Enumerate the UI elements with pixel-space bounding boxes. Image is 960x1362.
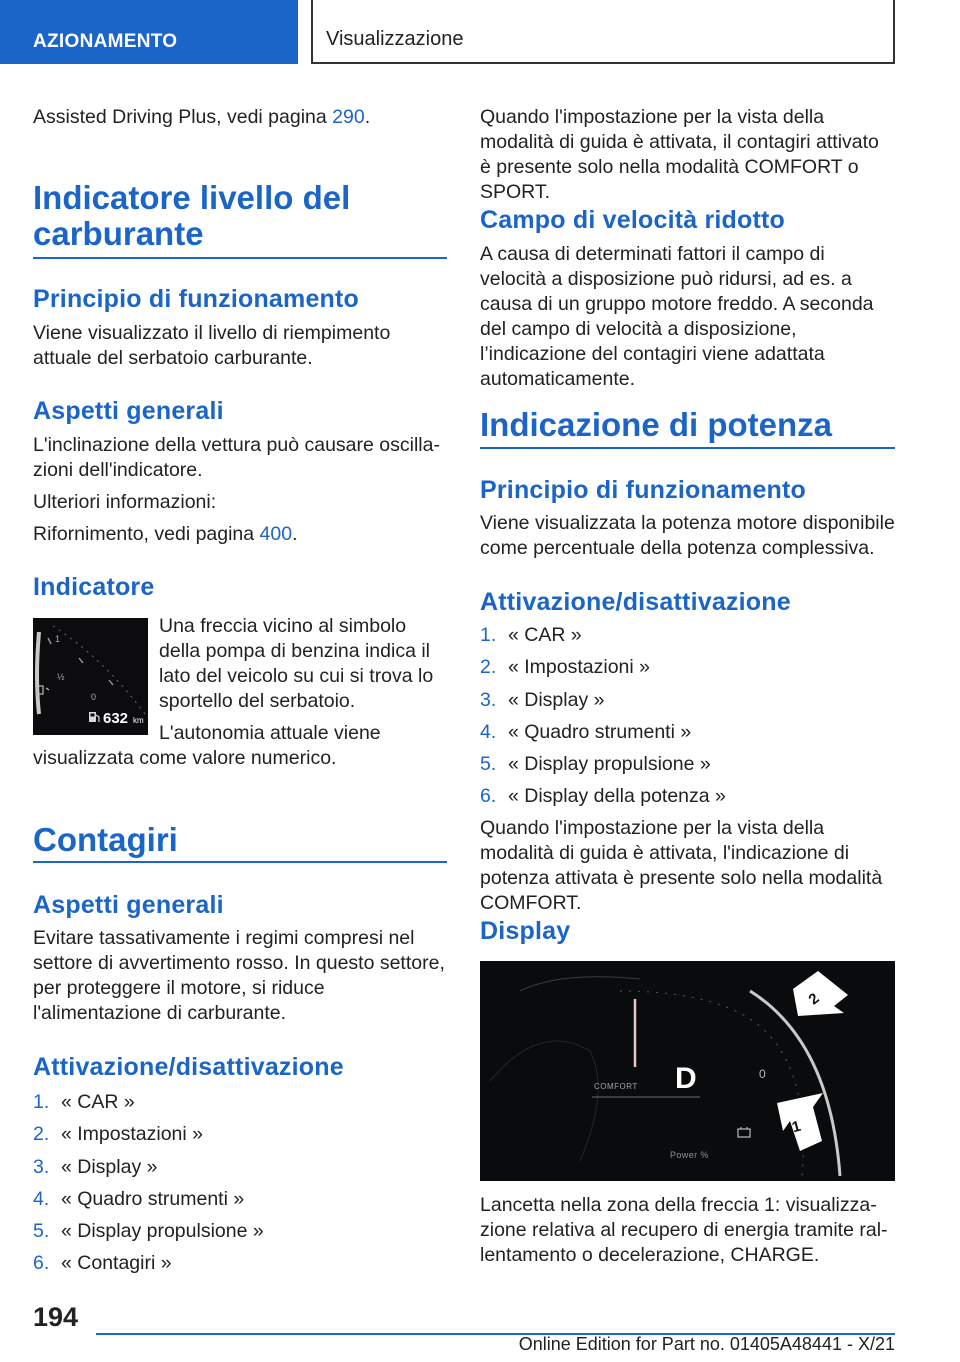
step-text: « Impostazioni »	[508, 656, 650, 679]
fuel-principle-heading: Principio di funzionamento	[33, 285, 360, 313]
step-text: « Impostazioni »	[61, 1123, 203, 1146]
step-text: « Quadro strumenti »	[508, 720, 692, 743]
list-item	[480, 688, 895, 720]
step-number: 3.	[33, 1155, 50, 1178]
tacho-general-heading: Aspetti generali	[33, 891, 224, 919]
list-item	[480, 655, 895, 687]
decor-line	[520, 977, 640, 991]
gauge-arc	[53, 626, 145, 714]
display-heading: Display	[480, 917, 571, 945]
fuel-general-heading: Aspetti generali	[33, 397, 224, 425]
list-item	[33, 1251, 447, 1283]
step-number: 2.	[480, 656, 497, 679]
step-text: « Display »	[61, 1155, 158, 1178]
intro-page-link[interactable]: 290	[332, 106, 365, 128]
callout-arrow-1	[777, 1093, 823, 1151]
step-text: « Display propulsione »	[508, 753, 711, 776]
power-principle-heading: Principio di funzionamento	[480, 476, 807, 504]
step-text: « Quadro strumenti »	[61, 1187, 245, 1210]
fuel-refuel-paragraph	[33, 522, 447, 547]
power-display-graphic	[480, 961, 895, 1181]
edition-footer: Online Edition for Part no. 01405A48441 - X/21	[518, 1334, 895, 1354]
zero-label: 0	[759, 1067, 766, 1081]
power-percent-label: Power %	[670, 1150, 709, 1160]
fuel-general-text: L'inclinazione della vettura può causare oscillazioni dell'indicatore.	[33, 434, 440, 481]
power-arc	[750, 991, 840, 1176]
power-display-title: Indicazione di potenza	[480, 406, 833, 443]
step-number: 2.	[33, 1123, 50, 1146]
power-principle-text: Viene visualizzata la potenza motore disponibile come percentuale della potenza complessiva.	[480, 512, 895, 559]
step-number: 6.	[33, 1252, 50, 1275]
speed-range-text: A causa di determinati fattori il campo di velocità a disposizione può ridursi, ad es. a causa di un gruppo motore freddo. A seconda del campo di velocità a disposizione, l’indicazione del contagiri viene adattata automaticamente.	[480, 243, 874, 390]
callout-number-2: 2	[805, 989, 823, 1009]
fuel-gauge-image	[33, 618, 148, 735]
intro-text: Assisted Driving Plus, vedi pagina	[33, 106, 333, 128]
step-number: 4.	[480, 720, 497, 743]
tacho-note: Quando l'impostazione per la vista della modalità di guida è attivata, il contagiri attivato è presente solo nella modalità COMFORT o SPORT.	[480, 106, 879, 203]
range-text: L'autonomia attuale viene visualizzata come valore numerico.	[33, 722, 381, 769]
callout-arrow-2	[793, 971, 848, 1016]
scale-arc	[620, 991, 803, 1176]
fuel-refuel-end: .	[292, 523, 298, 545]
step-number: 4.	[33, 1187, 50, 1210]
chapter-tab: AZIONAMENTO	[0, 0, 298, 64]
fuel-level-title: Indicatore livello del carburante	[33, 179, 351, 252]
step-number: 3.	[480, 688, 497, 711]
list-item	[480, 752, 895, 784]
refuel-page-link[interactable]: 400	[259, 523, 293, 545]
list-item	[33, 1219, 447, 1251]
power-steps-list	[480, 623, 895, 817]
fuel-level-bar	[37, 632, 39, 714]
list-item	[33, 1187, 447, 1219]
list-item	[33, 1122, 447, 1154]
battery-icon	[738, 1127, 750, 1137]
list-item	[33, 1155, 447, 1187]
section-rule	[33, 257, 447, 259]
tachometer-title: Contagiri	[33, 821, 178, 858]
fuel-principle-text: Viene visualizzato il livello di riempimento attuale del serbatoio carburante.	[33, 322, 391, 369]
section-rule	[33, 861, 447, 863]
tacho-activation-heading: Attivazione/disattivazione	[33, 1053, 344, 1081]
speed-range-heading: Campo di velocità ridotto	[480, 206, 786, 234]
needle-text: Lancetta nella zona della freccia 1: visualizzazione relativa al recupero di energia tramite rallentamento o decelerazione, CHARGE.	[480, 1194, 888, 1266]
indicator-heading: Indicatore	[33, 573, 155, 601]
step-number: 6.	[480, 785, 497, 808]
step-text: « Display »	[508, 688, 605, 711]
step-number: 1.	[480, 624, 497, 646]
step-number: 5.	[33, 1220, 50, 1243]
step-text: « CAR »	[508, 624, 582, 646]
section-title: Visualizzazione	[311, 0, 895, 64]
step-text: « Display propulsione »	[61, 1220, 264, 1243]
gauge-label-empty: 0	[91, 692, 97, 702]
gauge-label-half: ½	[57, 672, 65, 682]
range-unit: km	[133, 716, 144, 725]
callout-number-1: 1	[790, 1117, 803, 1137]
fuel-pump-icon	[89, 712, 99, 722]
gear-indicator: D	[675, 1062, 697, 1095]
page-number: 194	[33, 1302, 79, 1332]
step-text: « CAR »	[61, 1091, 135, 1113]
fuel-gauge-graphic	[33, 618, 148, 735]
fuel-refuel-text: Rifornimento, vedi pagina	[33, 523, 260, 545]
drive-mode-label: COMFORT	[594, 1082, 638, 1091]
list-item	[480, 720, 895, 752]
step-text: « Contagiri »	[61, 1252, 172, 1275]
fuel-more-info: Ulteriori informazioni:	[33, 491, 217, 513]
range-value: 632	[103, 710, 129, 727]
decor-line	[490, 1041, 598, 1161]
list-item	[480, 623, 895, 655]
intro-end: .	[364, 106, 371, 128]
tacho-steps-list	[33, 1090, 447, 1284]
step-number: 5.	[480, 753, 497, 776]
gauge-label-full: 1	[55, 634, 61, 644]
tacho-general-text: Evitare tassativamente i regimi compresi nel settore di avvertimento rosso. In questo settore, per proteggere il motore, si riduce l'alimentazione di carburante.	[33, 927, 445, 1024]
step-text: « Display della potenza »	[508, 785, 726, 808]
power-note: Quando l'impostazione per la vista della modalità di guida è attivata, l'indicazione di potenza attivata è presente solo nella modalità COMFORT.	[480, 817, 883, 914]
intro-paragraph	[33, 105, 447, 130]
power-display-image	[480, 961, 895, 1181]
list-item	[480, 784, 895, 816]
indicator-text: Una freccia vicino al simbolo della pompa di benzina indica il lato del veicolo su cui si trova lo sportello del serbatoio.	[159, 615, 434, 712]
list-item	[33, 1090, 447, 1122]
step-number: 1.	[33, 1091, 50, 1113]
power-activation-heading: Attivazione/disattivazione	[480, 588, 791, 616]
section-rule	[480, 447, 895, 449]
